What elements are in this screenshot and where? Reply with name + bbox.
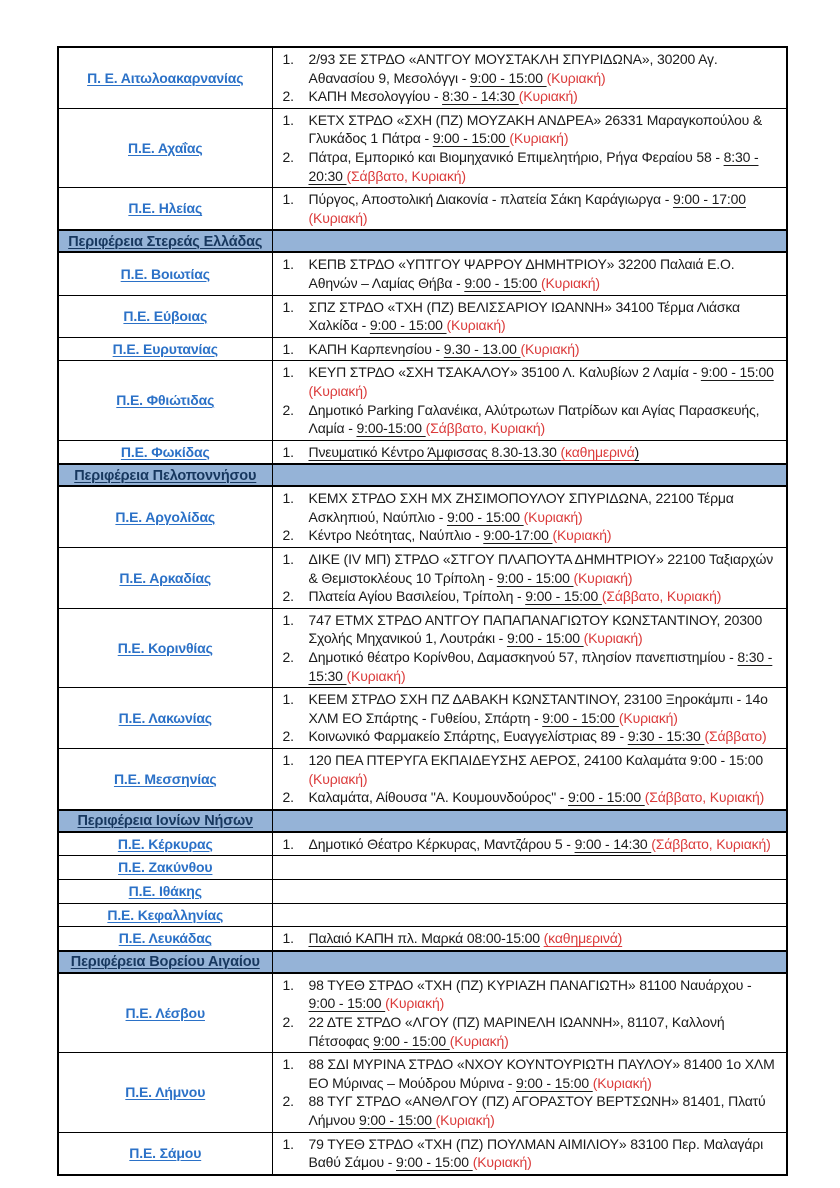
item-text [309, 1092, 779, 1129]
location-text: 2/93 ΣΕ ΣΤΡΔΟ «ΑΝΤΓΟΥ ΜΟΥΣΤΑΚΛΗ ΣΠΥΡΙΔΩΝΑ», 30200 Αγ. Αθανασίου 9, Μεσολόγγι - [308, 51, 718, 86]
unit-row [58, 749, 787, 810]
location-text: 79 ΤΥΕΘ ΣΤΡΔΟ «ΤΧΗ (ΠΖ) ΠΟΥΛΜΑΝ ΑΙΜΙΛΙΟΥ» 83100 Περ. Μαλαγάρι Βαθύ Σάμου - [308, 1135, 764, 1171]
locations-cell [272, 548, 787, 609]
region-header-spacer [272, 464, 787, 486]
item-number: 1. [282, 191, 294, 208]
day-annotation: (Σάββατο, Κυριακή) [601, 588, 722, 605]
unit-name-link[interactable]: Π.Ε. Λακωνίας [118, 709, 212, 726]
unit-name-cell [58, 1053, 272, 1132]
location-item [283, 751, 779, 788]
unit-row [58, 47, 787, 108]
region-header-spacer [272, 230, 787, 252]
item-number: 1. [282, 930, 294, 947]
hours-text: 9:00 - 15:00 [432, 130, 510, 147]
hours-text: 9:00 - 15:00 [359, 1111, 436, 1128]
item-number: 1. [282, 835, 294, 852]
hours-text: 9:30 - 15:30 [627, 728, 705, 745]
locations-cell [272, 608, 787, 687]
locations-cell [272, 688, 787, 749]
day-annotation: (Κυριακή) [573, 569, 633, 586]
day-annotation: (Κυριακή) [435, 1111, 495, 1128]
location-item [283, 1135, 779, 1172]
region-header-label: Περιφέρεια Βορείου Αιγαίου [70, 954, 260, 971]
hours-text: 9:00 - 15:00 [308, 995, 386, 1012]
unit-name-link[interactable]: Π.Ε. Βοιωτίας [120, 265, 210, 282]
unit-row [58, 337, 787, 361]
location-item [283, 363, 779, 400]
item-text [309, 727, 779, 746]
region-header-cell [58, 230, 272, 252]
day-annotation: (Σάββατο, Κυριακή) [651, 835, 771, 852]
item-text [309, 751, 779, 788]
location-text: ΚΕΠΒ ΣΤΡΔΟ «ΥΠΤΓΟΥ ΨΑΡΡΟΥ ΔΗΜΗΤΡΙΟΥ» 32200 Παλαιά Ε.Ο. Αθηνών – Λαμίας Θήβα - [308, 256, 735, 291]
unit-name-link[interactable]: Π.Ε. Φωκίδας [120, 443, 210, 460]
locations-cell [272, 749, 787, 810]
day-annotation: (Σάββατο, Κυριακή) [644, 789, 765, 806]
region-header-label: Περιφέρεια Στερεάς Ελλάδας [68, 233, 263, 250]
schedule-table [57, 46, 788, 1176]
item-number: 2. [282, 148, 294, 165]
region-header-row [58, 810, 787, 832]
location-item [283, 835, 779, 854]
day-annotation: (Κυριακή) [446, 317, 506, 334]
unit-row [58, 1132, 787, 1175]
location-item [283, 587, 779, 606]
location-item [283, 526, 779, 545]
unit-row [58, 188, 787, 231]
location-item [283, 489, 779, 526]
unit-name-cell [58, 440, 272, 464]
unit-row [58, 108, 787, 187]
location-item [283, 648, 779, 685]
unit-name-link[interactable]: Π.Ε. Αργολίδας [115, 508, 216, 525]
unit-row [58, 879, 787, 903]
day-annotation: (καθημερινά) [543, 930, 623, 947]
hours-text: 9:00 - 15:00 [369, 317, 447, 334]
item-text [309, 1055, 779, 1092]
unit-name-cell [58, 879, 272, 903]
locations-cell [272, 440, 787, 464]
location-item [283, 976, 779, 1013]
location-text: Πλατεία Αγίου Βασιλείου, Τρίπολη - [308, 588, 526, 605]
unit-name-cell [58, 832, 272, 856]
unit-name-cell [58, 108, 272, 187]
location-item [283, 690, 779, 727]
unit-name-cell [58, 973, 272, 1053]
item-text [309, 50, 779, 87]
unit-name-link[interactable]: Π.Ε. Ιθάκης [128, 882, 202, 899]
region-header-row [58, 230, 787, 252]
unit-row [58, 973, 787, 1053]
unit-row [58, 252, 787, 295]
unit-name-link[interactable]: Π.Ε. Λήμνου [125, 1084, 206, 1101]
location-item [283, 443, 779, 462]
item-number: 1. [282, 611, 294, 628]
location-text: 88 ΤΥΓ ΣΤΡΔΟ «ΑΝΘΛΓΟΥ (ΠΖ) ΑΓΟΡΑΣΤΟΥ ΒΕΡΤΣΩΝΗ» 81401, Πλατύ Λήμνου [308, 1093, 766, 1128]
location-text: Πύργος, Αποστολική Διακονία - πλατεία Σάκη Καράγιωργα - [308, 191, 673, 208]
item-text [309, 255, 779, 292]
location-text: ΚΕΥΠ ΣΤΡΔΟ «ΣΧΗ ΤΣΑΚΑΛΟΥ» 35100 Λ. Καλυβίων 2 Λαμία - [308, 364, 701, 381]
unit-name-cell [58, 688, 272, 749]
day-annotation: (Κυριακή) [520, 340, 580, 357]
day-annotation: (Κυριακή) [618, 709, 678, 726]
locations-cell [272, 295, 787, 337]
unit-name-link[interactable]: Π.Ε. Κορινθίας [117, 639, 213, 656]
item-number: 2. [282, 789, 294, 806]
location-text: ΣΠΖ ΣΤΡΔΟ «ΤΧΗ (ΠΖ) ΒΕΛΙΣΣΑΡΙΟΥ ΙΩΑΝΝΗ» 34100 Τέρμα Λιάσκα Χαλκίδα - [308, 298, 740, 334]
region-header-cell [58, 951, 272, 973]
locations-cell [272, 1053, 787, 1132]
unit-name-cell [58, 486, 272, 547]
location-item [283, 148, 779, 185]
unit-name-link[interactable]: Π.Ε. Ευρυτανίας [112, 340, 218, 357]
region-header-label: Περιφέρεια Ιονίων Νήσων [77, 813, 254, 830]
item-text [309, 611, 779, 648]
item-text [309, 190, 779, 227]
item-number: 1. [282, 1056, 294, 1073]
hours-text: 9:00 - 15:00 [506, 630, 584, 647]
hours-text: ) [634, 443, 640, 460]
item-number: 1. [282, 256, 294, 273]
unit-row [58, 548, 787, 609]
day-annotation: (Κυριακή) [308, 382, 368, 399]
day-annotation: (Κυριακή) [546, 69, 606, 86]
day-annotation: (Κυριακή) [308, 770, 368, 787]
region-header-label: Περιφέρεια Πελοποννήσου [74, 467, 257, 484]
location-item [283, 50, 779, 87]
unit-row [58, 486, 787, 547]
hours-text: 8:30 - 15:30 [308, 649, 773, 684]
region-header-cell [58, 464, 272, 486]
day-annotation: (Κυριακή) [308, 209, 368, 226]
item-text [309, 443, 779, 462]
hours-text: 9:00 - 15:00 [396, 1154, 473, 1171]
location-item [283, 298, 779, 335]
location-item [283, 1013, 779, 1050]
day-annotation: (Κυριακή) [592, 1074, 652, 1091]
location-item [283, 401, 779, 438]
day-annotation: (Σάββατο, Κυριακή) [346, 167, 466, 184]
item-number: 2. [282, 527, 294, 544]
day-annotation: (Κυριακή) [540, 274, 600, 291]
location-text: 120 ΠΕΑ ΠΤΕΡΥΓΑ ΕΚΠΑΙΔΕΥΣΗΣ ΑΕΡΟΣ, 24100 Καλαμάτα 9:00 - 15:00 [308, 752, 763, 768]
day-annotation: (Κυριακή) [523, 508, 583, 525]
location-text: 88 ΣΔΙ ΜΥΡΙΝΑ ΣΤΡΔΟ «ΝΧΟΥ ΚΟΥΝΤΟΥΡΙΩΤΗ ΠΑΥΛΟΥ» 81400 1ο ΧΛΜ ΕΟ Μύρινας – Μούδρου Μύρινα - [308, 1056, 775, 1091]
unit-name-link[interactable]: Π.Ε. Ζακύνθου [118, 859, 213, 876]
location-text: Κέντρο Νεότητας, Ναύπλιο - [308, 527, 484, 544]
hours-text: 9.30 - 13.00 [443, 340, 521, 357]
day-annotation: (Κυριακή) [346, 667, 406, 684]
unit-name-cell [58, 927, 272, 951]
item-number: 1. [282, 443, 294, 460]
locations-cell [272, 188, 787, 231]
hours-text: 9:00 - 15:00 [516, 1074, 593, 1091]
item-text [309, 489, 779, 526]
item-number: 1. [282, 490, 294, 507]
locations-cell [272, 973, 787, 1053]
region-header-row [58, 951, 787, 973]
unit-row [58, 927, 787, 951]
day-annotation: (Κυριακή) [518, 88, 578, 105]
unit-name-cell [58, 856, 272, 880]
unit-name-link[interactable]: Π.Ε. Φθιώτιδας [116, 392, 215, 409]
locations-cell [272, 927, 787, 951]
unit-name-link[interactable]: Π.Ε. Κεφαλληνίας [107, 906, 224, 923]
unit-row [58, 295, 787, 337]
location-item [283, 111, 779, 148]
item-text [309, 550, 779, 587]
location-text: ΔΙΚΕ (ΙV ΜΠ) ΣΤΡΔΟ «ΣΤΓΟΥ ΠΛΑΠΟΥΤΑ ΔΗΜΗΤΡΙΟΥ» 22100 Ταξιαρχών & Θεμιστοκλέους 10 Τρίπολη - [308, 551, 774, 586]
item-number: 1. [282, 1135, 294, 1152]
item-number: 2. [282, 588, 294, 605]
location-item [283, 611, 779, 648]
location-text: ΚΑΠΗ Καρπενησίου - [308, 340, 444, 357]
location-text: Πάτρα, Εμπορικό και Βιομηχανικό Επιμελητήριο, Ρήγα Φεραίου 58 - [308, 148, 724, 165]
item-number: 1. [282, 298, 294, 315]
item-number: 2. [282, 401, 294, 418]
day-annotation: (Κυριακή) [552, 527, 612, 544]
item-number: 1. [282, 752, 294, 768]
location-text: Δημοτικό Θέατρο Κέρκυρας, Μαντζάρου 5 - [308, 835, 575, 852]
item-text [309, 835, 779, 854]
unit-row [58, 832, 787, 856]
item-text [309, 340, 779, 359]
day-annotation: (Κυριακή) [449, 1032, 509, 1049]
unit-row [58, 608, 787, 687]
unit-name-cell [58, 295, 272, 337]
location-item [283, 190, 779, 227]
location-text: ΚΕΤΧ ΣΤΡΔΟ «ΣΧΗ (ΠΖ) ΜΟΥΖΑΚΗ ΑΝΔΡΕΑ» 26331 Μαραγκοπούλου & Γλυκάδος 1 Πάτρα - [308, 111, 763, 147]
unit-name-cell [58, 1132, 272, 1175]
location-text: 98 ΤΥΕΘ ΣΤΡΔΟ «ΤΧΗ (ΠΖ) ΚΥΡΙΑΖΗ ΠΑΝΑΓΙΩΤΗ» 81100 Ναυάρχου - [308, 976, 752, 993]
day-annotation: (Κυριακή) [509, 130, 569, 147]
location-item [283, 87, 779, 106]
location-text: Κοινωνικό Φαρμακείο Σπάρτης, Ευαγγελίστριας 89 - [308, 728, 628, 745]
unit-row [58, 688, 787, 749]
unit-name-cell [58, 188, 272, 231]
day-annotation: (Κυριακή) [385, 995, 445, 1012]
locations-cell [272, 361, 787, 440]
region-header-spacer [272, 951, 787, 973]
hours-text: 9:00 - 15:00 [464, 274, 541, 291]
unit-name-cell [58, 47, 272, 108]
hours-text: Παλαιό ΚΑΠΗ πλ. Μαρκά 08:00-15:00 [308, 930, 540, 947]
unit-name-cell [58, 749, 272, 810]
item-text [309, 929, 779, 948]
item-number: 1. [282, 111, 294, 128]
item-number: 1. [282, 976, 294, 993]
hours-text: 9:00 - 17:00 [672, 191, 746, 208]
hours-text: 9:00 - 15:00 [469, 69, 547, 86]
day-annotation: (Σάββατο) [704, 728, 767, 745]
item-text [309, 526, 779, 545]
item-text [309, 363, 779, 400]
item-number: 2. [282, 1013, 294, 1030]
hours-text: 9:00 - 15:00 [525, 588, 602, 605]
day-annotation: (Κυριακή) [583, 630, 643, 647]
item-text [309, 148, 779, 185]
hours-text: 9:00 - 15:00 [373, 1032, 450, 1049]
location-text: ΚΕΕΜ ΣΤΡΔΟ ΣΧΗ ΠΖ ΔΑΒΑΚΗ ΚΩΝΣΤΑΝΤΙΝΟΥ, 23100 Ξηροκάμπι - 14ο ΧΛΜ ΕΟ Σπάρτης - Γυθείου, Σπάρτη - [308, 691, 768, 726]
region-header-spacer [272, 810, 787, 832]
item-text [309, 401, 779, 438]
locations-cell [272, 856, 787, 880]
day-annotation: (καθημερινά [560, 443, 635, 460]
locations-cell [272, 337, 787, 361]
item-number: 2. [282, 1093, 294, 1110]
item-text [309, 690, 779, 727]
location-text: Καλαμάτα, Αίθουσα "Α. Κουμουνδούρος" - [308, 789, 569, 806]
unit-row [58, 903, 787, 927]
day-annotation: (Κυριακή) [472, 1154, 532, 1171]
locations-cell [272, 879, 787, 903]
item-number: 1. [282, 364, 294, 381]
hours-text: 9:00-15:00 [356, 420, 426, 437]
unit-name-link[interactable]: Π.Ε. Ηλείας [128, 200, 203, 217]
item-text [309, 87, 779, 106]
unit-name-cell [58, 337, 272, 361]
unit-name-cell [58, 903, 272, 927]
unit-name-link[interactable]: Π.Ε. Μεσσηνίας [113, 770, 217, 787]
item-text [309, 976, 779, 1013]
hours-text: 9:00-17:00 [483, 527, 553, 544]
location-item [283, 788, 779, 807]
region-header-cell [58, 810, 272, 832]
unit-name-cell [58, 608, 272, 687]
hours-text: 9:00 - 15:00 [446, 508, 524, 525]
location-text: 747 ΕΤΜΧ ΣΤΡΔΟ ΑΝΤΓΟΥ ΠΑΠΑΠΑΝΑΓΙΩΤΟΥ ΚΩΝΣΤΑΝΤΙΝΟΥ, 20300 Σχολής Μηχανικού 1, Λουτράκι - [308, 611, 763, 647]
location-text: Δημοτικό θέατρο Κορίνθου, Δαμασκηνού 57, πλησίον πανεπιστημίου - [308, 649, 738, 666]
location-item [283, 255, 779, 292]
location-item [283, 1055, 779, 1092]
locations-cell [272, 903, 787, 927]
location-text: Δημοτικό Parking Γαλανέικα, Αλύτρωτων Πατρίδων και Αγίας Παρασκευής, Λαμία - [308, 401, 760, 437]
item-number: 1. [282, 340, 294, 357]
hours-text: 8:30 - 14:30 [442, 88, 519, 105]
locations-cell [272, 252, 787, 295]
location-item [283, 727, 779, 746]
item-text [309, 648, 779, 685]
unit-row [58, 856, 787, 880]
item-text [309, 1013, 779, 1050]
hours-text: Πνευματικό Κέντρο Άμφισσας 8.30-13.30 [308, 443, 561, 460]
item-text [309, 788, 779, 807]
unit-name-link[interactable]: Π.Ε. Κέρκυρας [117, 835, 213, 852]
unit-row [58, 1053, 787, 1132]
location-item [283, 340, 779, 359]
hours-text: 9:00 - 15:00 [496, 569, 574, 586]
unit-name-link[interactable]: Π.Ε. Σάμου [129, 1144, 202, 1161]
location-item [283, 1092, 779, 1129]
unit-row [58, 361, 787, 440]
item-number: 2. [282, 649, 294, 666]
item-text [309, 298, 779, 335]
hours-text: 9:00 - 15:00 [568, 789, 645, 806]
location-text: ΚΕΜΧ ΣΤΡΔΟ ΣΧΗ ΜΧ ΖΗΣΙΜΟΠΟΥΛΟΥ ΣΠΥΡΙΔΩΝΑ, 22100 Τέρμα Ασκληπιού, Ναύπλιο - [308, 490, 734, 525]
hours-text: 9:00 - 15:00 [700, 364, 774, 381]
location-item [283, 550, 779, 587]
item-number: 1. [282, 691, 294, 708]
location-item [283, 929, 779, 948]
unit-name-cell [58, 548, 272, 609]
hours-text: 9:00 - 15:00 [542, 709, 619, 726]
locations-cell [272, 832, 787, 856]
unit-name-link[interactable]: Π. Ε. Αιτωλοακαρνανίας [87, 69, 244, 86]
unit-name-link[interactable]: Π.Ε. Λέσβου [125, 1004, 205, 1021]
day-annotation: (Σάββατο, Κυριακή) [425, 420, 546, 437]
location-text: 22 ΔΤΕ ΣΤΡΔΟ «ΛΓΟΥ (ΠΖ) ΜΑΡΙΝΕΛΗ ΙΩΑΝΝΗ», 81107, Καλλονή Πέτσοφας [308, 1013, 725, 1049]
hours-text: 9:00 - 14:30 [574, 835, 652, 852]
locations-cell [272, 47, 787, 108]
hours-text: 8:30 - 20:30 [308, 148, 759, 184]
region-header-row [58, 464, 787, 486]
unit-name-link[interactable]: Π.Ε. Εύβοιας [123, 307, 208, 324]
locations-cell [272, 1132, 787, 1175]
item-number: 2. [282, 88, 294, 105]
unit-name-link[interactable]: Π.Ε. Λευκάδας [118, 930, 212, 947]
locations-cell [272, 486, 787, 547]
item-text [309, 587, 779, 606]
unit-name-cell [58, 252, 272, 295]
location-text: ΚΑΠΗ Μεσολογγίου - [308, 88, 443, 105]
unit-row [58, 440, 787, 464]
unit-name-cell [58, 361, 272, 440]
locations-cell [272, 108, 787, 187]
item-number: 1. [282, 551, 294, 568]
unit-name-link[interactable]: Π.Ε. Αχαΐας [128, 139, 203, 156]
item-number: 1. [282, 51, 294, 67]
item-text [309, 1135, 779, 1172]
unit-name-link[interactable]: Π.Ε. Αρκαδίας [119, 569, 212, 586]
schedule-table-body [58, 47, 787, 1175]
item-text [309, 111, 779, 148]
item-number: 2. [282, 728, 294, 745]
